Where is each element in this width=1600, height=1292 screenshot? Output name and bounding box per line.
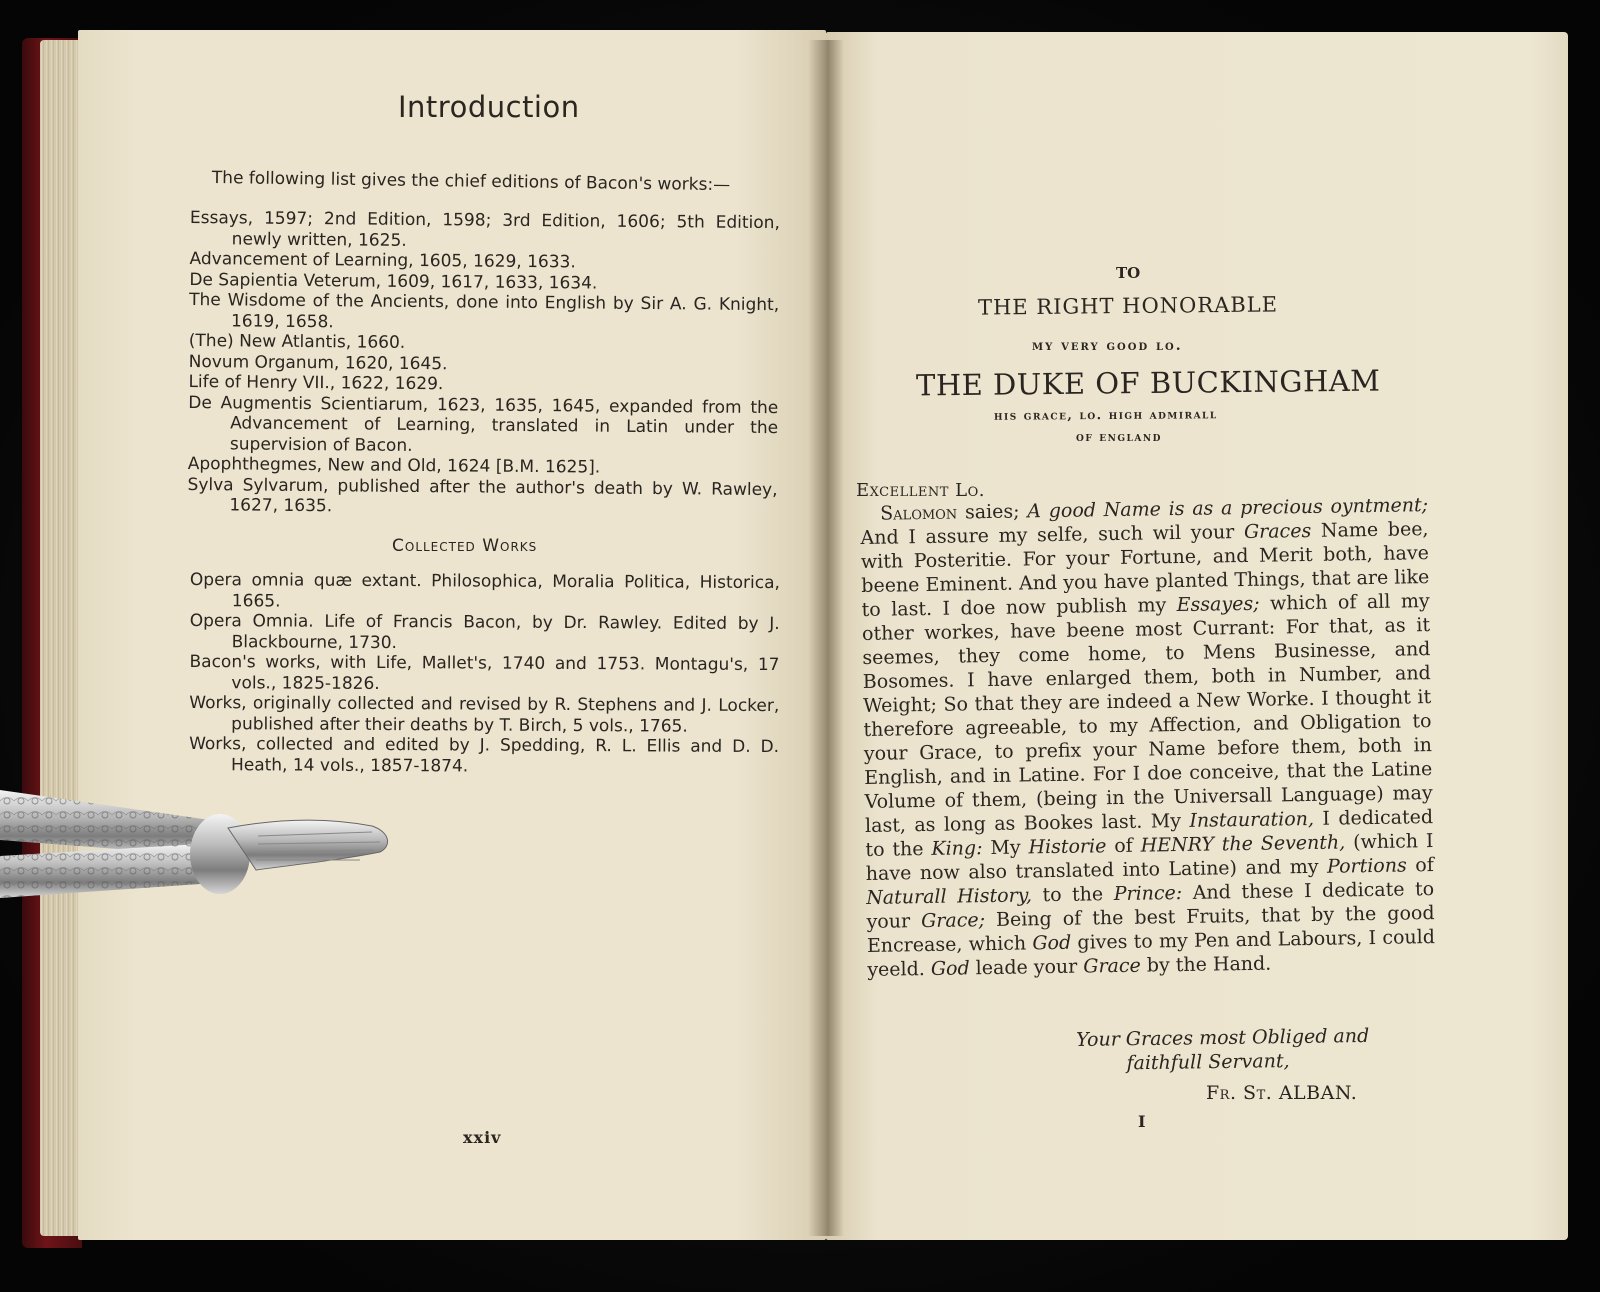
edition-entry: Life of Henry VII., 1622, 1629.: [188, 371, 444, 395]
letter-italic: Prince:: [1113, 881, 1183, 906]
edition-entry: Novum Organum, 1620, 1645.: [188, 351, 448, 374]
right-page: [826, 32, 1568, 1240]
collected-works-list: [189, 570, 780, 778]
closing-line-1: Your Graces most Obliged and: [1076, 1024, 1370, 1051]
collected-entry: Opera Omnia. Life of Francis Bacon, by Dr. Rawley. Edited by J. Blackbourne, 1730.: [189, 610, 780, 653]
letter-italic: God: [1032, 931, 1072, 955]
letter-italic: God: [930, 957, 970, 980]
edition-entry: The Wisdome of the Ancients, done into English by Sir A. G. Knight, 1619, 1658.: [189, 289, 780, 332]
letter-text: leade your: [969, 955, 1084, 980]
letter-italic: Essayes;: [1176, 592, 1260, 617]
collected-entry: Works, originally collected and revised by R. Stephens and J. Locker, published after their deaths by T. Birch, 5 vols., 1765.: [189, 692, 780, 737]
collected-entry: Works, collected and edited by J. Spedding, R. L. Ellis and D. D. Heath, 14 vols., 1857-1874.: [189, 733, 780, 776]
section-heading: Collected Works: [392, 536, 538, 556]
letter-text: Being of the best Fruits, that by the good Encrease, which: [866, 902, 1435, 957]
letter-italic: Graces: [1243, 519, 1312, 543]
letter-italic: Grace;: [920, 909, 986, 933]
letter-text: by the Hand.: [1140, 952, 1272, 977]
letter-text: saies;: [957, 500, 1028, 524]
dedication-england-line: of england: [1076, 430, 1162, 445]
letter-italic: Instauration,: [1189, 807, 1315, 832]
letter-text: And these I dedicate to your: [866, 878, 1435, 933]
bookmark-clip-icon: [0, 780, 400, 940]
dedication-to: TO: [1116, 264, 1141, 282]
letter-text: to the: [1031, 883, 1114, 907]
edition-entry: (The) New Atlantis, 1660.: [188, 330, 406, 353]
closing: [1076, 1024, 1370, 1076]
letter-text: of: [1106, 834, 1141, 858]
letter-body: [860, 493, 1435, 982]
edition-entry: Sylva Sylvarum, published after the author's death by W. Rawley, 1627, 1635.: [187, 474, 778, 517]
dedication-honorable: THE RIGHT HONORABLE: [977, 292, 1279, 320]
letter-text: I dedicated to the: [865, 806, 1434, 861]
left-page: [78, 30, 826, 1240]
letter-text: of: [1406, 854, 1434, 877]
letter-text: My: [982, 836, 1029, 860]
letter-text: which of all my other workes, have beene most Currant: For that, as it seemes, they come home, to Mens Businesse, and Bosomes. I have enlarged them, both in Number, and Weight; So that they are indeed a New Worke. I thought it therefore agreeable, to my Affection, and Obligation to your Grace, to prefix your Name before them, both in English, and in Latine. For I doe conceive, that the Latine Volume of them, (being in the Universall Language) may last, as long as Bookes last. My: [861, 590, 1433, 837]
signature: Fr. St. ALBAN.: [1206, 1082, 1358, 1104]
collected-entry: Opera omnia quæ extant. Philosophica, Moralia Politica, Historica, 1665.: [189, 570, 780, 611]
editions-list: [187, 208, 780, 521]
letter-italic: Grace: [1083, 954, 1141, 978]
letter-text: (which I have now also translated into Latine) and my: [865, 830, 1434, 885]
salutation: Excellent Lo.: [856, 480, 985, 501]
edition-entry: Essays, 1597; 2nd Edition, 1598; 3rd Edition, 1606; 5th Edition, newly written, 1625.: [189, 208, 780, 251]
edition-entry: Apophthegmes, New and Old, 1624 [B.M. 1625].: [187, 453, 601, 478]
page-number: xxiv: [463, 1128, 502, 1147]
letter-opening-word: Salomon: [880, 501, 958, 525]
letter-italic: HENRY the Seventh,: [1140, 831, 1346, 857]
letter-text: gives to my Pen and Labours, I could yeeld.: [867, 926, 1436, 981]
dedication-duke: THE DUKE OF BUCKINGHAM: [915, 363, 1381, 403]
letter-text: And I assure my selfe, such wil your: [860, 520, 1245, 549]
edition-entry: Advancement of Learning, 1605, 1629, 1633.: [189, 248, 576, 273]
edition-entry: De Sapientia Veterum, 1609, 1617, 1633, 1634.: [189, 269, 598, 294]
collected-entry: Bacon's works, with Life, Mallet's, 1740 and 1753. Montagu's, 17 vols., 1825-1826.: [189, 651, 780, 694]
letter-italic: A good Name is as a precious oyntment;: [1027, 494, 1429, 523]
page-title: Introduction: [398, 90, 580, 124]
book-gutter: [808, 40, 844, 1236]
letter-text: Name bee, with Posteritie. For your Fortune, and Merit both, have beene Eminent. And you have planted Things, that are like to last. I doe now publish my: [860, 518, 1430, 621]
letter-italic: King:: [931, 837, 983, 860]
intro-lead-text: The following list gives the chief editions of Bacon's works:—: [211, 168, 731, 196]
closing-line-2: faithfull Servant,: [1126, 1050, 1290, 1075]
dedication-very-good: my very good lo.: [1032, 338, 1183, 354]
letter-italic: Historie: [1028, 835, 1107, 859]
letter-italic: Portions: [1326, 854, 1407, 878]
page-number: I: [1138, 1112, 1146, 1131]
edition-entry: De Augmentis Scientiarum, 1623, 1635, 1645, expanded from the Advancement of Learning, translated in Latin under the supervision of Bacon.: [188, 392, 779, 456]
letter-italic: Naturall History,: [866, 884, 1033, 909]
dedication-grace-line: his grace, lo. high admirall: [993, 407, 1218, 424]
